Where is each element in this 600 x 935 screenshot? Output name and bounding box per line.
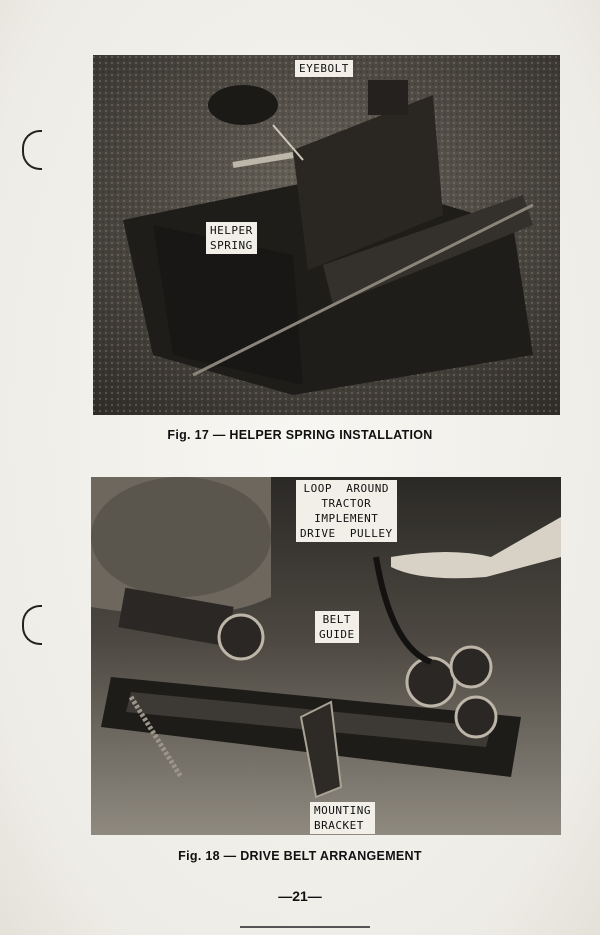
- loop-around-pulley-callout: LOOP AROUND TRACTOR IMPLEMENT DRIVE PULLEY: [296, 480, 397, 542]
- mounting-bracket-callout: MOUNTING BRACKET: [310, 802, 375, 834]
- belt-guide-callout: BELT GUIDE: [315, 611, 359, 643]
- helper-spring-photo-drawing: [93, 55, 560, 415]
- eyebolt-callout: EYEBOLT: [295, 60, 353, 77]
- figure-17-photo: [93, 55, 560, 415]
- figure-18-caption: Fig. 18 — DRIVE BELT ARRANGEMENT: [178, 849, 422, 863]
- page-number: —21—: [278, 888, 322, 904]
- bottom-rule: [240, 926, 370, 928]
- helper-spring-callout: HELPER SPRING: [206, 222, 257, 254]
- figure-17-caption: Fig. 17 — HELPER SPRING INSTALLATION: [167, 428, 433, 442]
